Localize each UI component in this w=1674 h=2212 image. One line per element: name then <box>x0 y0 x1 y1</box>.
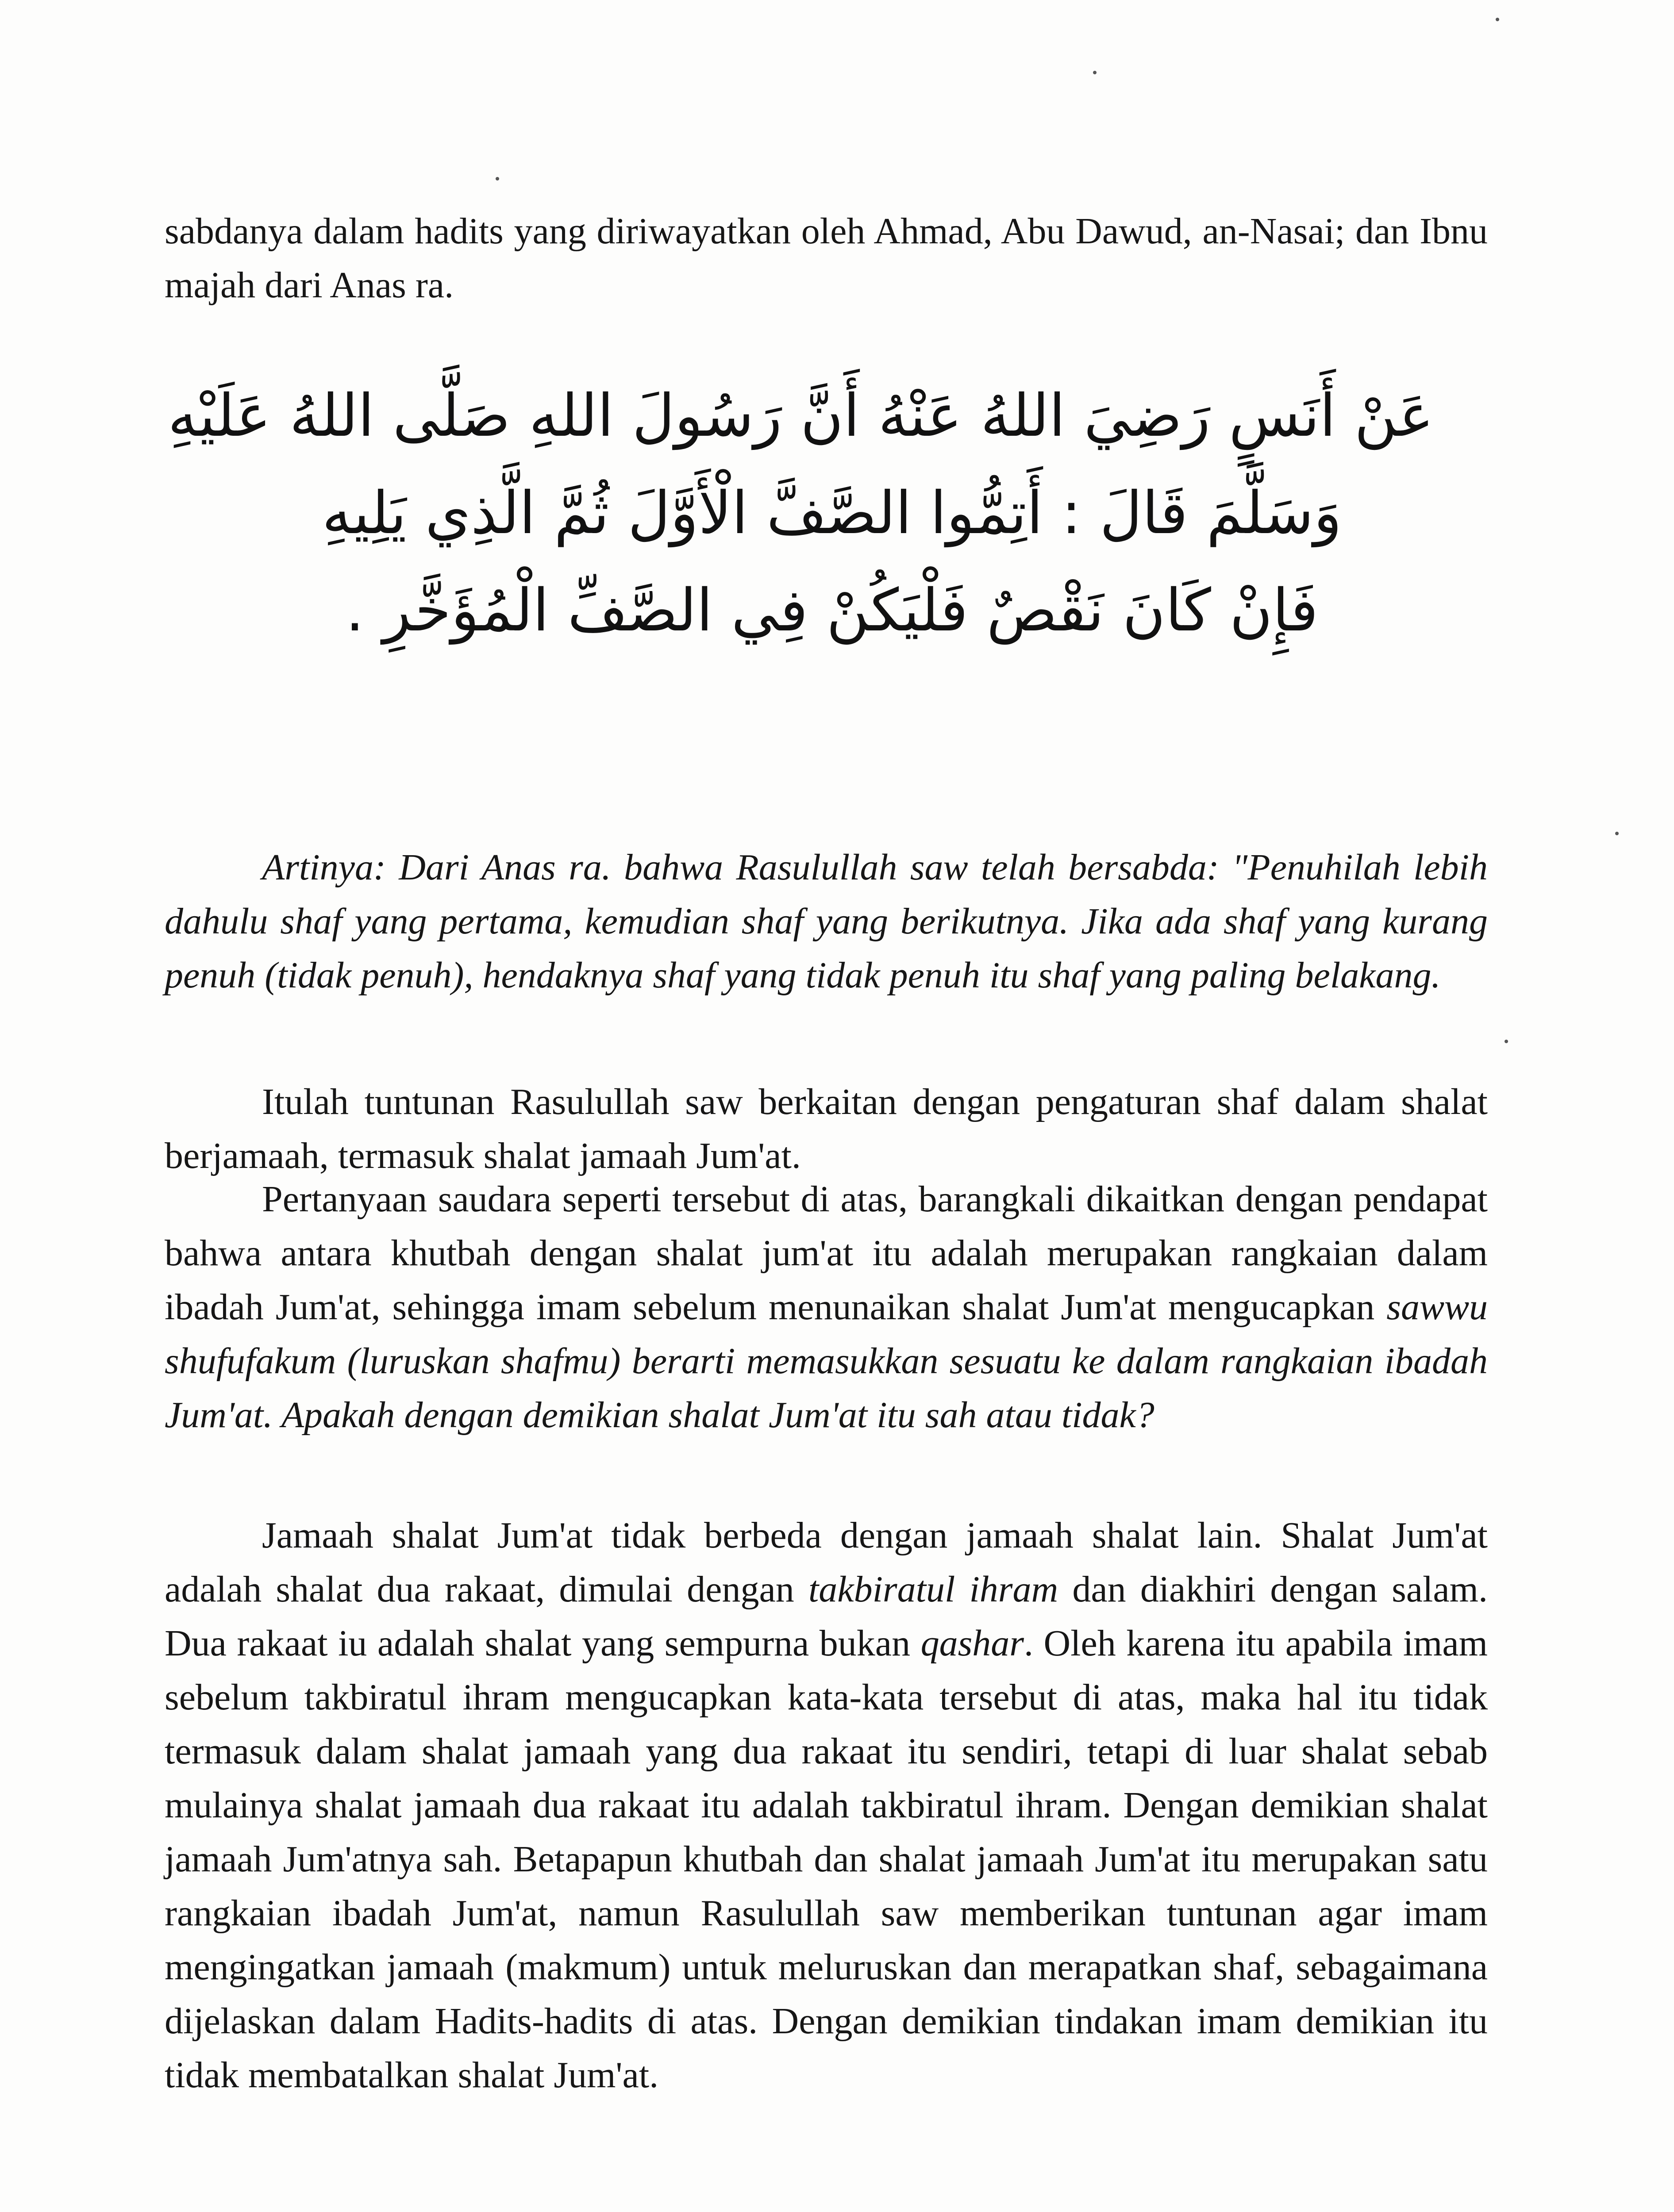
scan-speck <box>496 177 499 180</box>
paragraph-answer <box>165 1509 1488 2102</box>
arabic-line-1: عَنْ أَنَسٍ رَضِيَ اللهُ عَنْهُ أَنَّ رَسُولَ اللهِ صَلَّى اللهُ عَلَيْهِ <box>168 382 1434 450</box>
arabic-line-3: فَإِنْ كَانَ نَقْصٌ فَلْيَكُنْ فِي الصَّفِّ الْمُؤَخَّرِ . <box>345 576 1319 645</box>
paragraph-guidance: Itulah tuntunan Rasulullah saw berkaitan dengan pengaturan shaf dalam shalat berjamaah, termasuk shalat jamaah Jum'at. <box>165 1081 1488 1176</box>
answer-text-a: Jamaah shalat Jum'at tidak berbeda dengan jamaah shalat lain. Shalat Jum'at adalah shalat dua rakaat, dimulai dengan <box>165 1515 1488 1610</box>
arabic-line-2: وَسَلَّمَ قَالَ : أَتِمُّوا الصَّفَّ الْأَوَّلَ ثُمَّ الَّذِي يَلِيهِ <box>322 479 1342 547</box>
scan-speck <box>1505 1040 1508 1043</box>
scan-speck <box>1615 832 1619 835</box>
answer-term-takbiratul-ihram: takbiratul ihram <box>808 1569 1058 1610</box>
answer-text-e: . Oleh karena itu apabila imam sebelum takbiratul ihram mengucapkan kata-kata tersebut di atas, maka hal itu tidak termasuk dalam shalat jamaah yang dua rakaat itu sendiri, tetapi di luar shalat sebab mulainya shalat jamaah dua rakaat itu adalah takbiratul ihram. Dengan demikian shalat jamaah Jum'atnya sah. Betapapun khutbah dan shalat jamaah Jum'at itu merupakan satu rangkaian ibadah Jum'at, namun Rasulullah saw memberikan tuntunan agar imam mengingatkan jamaah (makmum) untuk meluruskan dan merapatkan shaf, sebagaimana dijelaskan dalam Hadits-hadits di atas. Dengan demikian tindakan imam demikian itu tidak membatalkan shalat Jum'at. <box>165 1623 1488 2096</box>
answer-term-qashar: qashar <box>920 1623 1024 1664</box>
translation-paragraph: Artinya: Dari Anas ra. bahwa Rasulullah saw telah bersabda: "Penuhilah lebih dahulu shaf yang pertama, kemudian shaf yang berikutnya. Jika ada shaf yang kurang penuh (tidak penuh), hendaknya shaf yang tidak penuh itu shaf yang paling belakang. <box>165 847 1488 996</box>
answer-text-c: dan diakhiri dengan salam. Dua rakaat iu adalah shalat yang sempurna bukan <box>165 1569 1488 1664</box>
question-text: Pertanyaan saudara seperti tersebut di atas, barangkali dikaitkan dengan pendapat bahwa antara khutbah dengan shalat jum'at itu adalah merupakan rangkaian dalam ibadah Jum'at, sehingga imam sebelum menunaikan shalat Jum'at mengucapkan <box>165 1179 1488 1328</box>
intro-paragraph: sabdanya dalam hadits yang diriwayatkan oleh Ahmad, Abu Dawud, an-Nasai; dan Ibnu majah dari Anas ra. <box>165 211 1488 306</box>
arabic-hadith-text <box>168 367 1434 659</box>
question-italic-text: sawwu shufufakum (luruskan shafmu) berarti memasukkan sesuatu ke dalam rangkaian ibadah Jum'at. Apakah dengan demikian shalat Jum'at itu sah atau tidak? <box>165 1286 1488 1436</box>
paragraph-question <box>165 1172 1488 1442</box>
scan-speck <box>1496 18 1499 21</box>
scan-speck <box>1093 71 1097 74</box>
